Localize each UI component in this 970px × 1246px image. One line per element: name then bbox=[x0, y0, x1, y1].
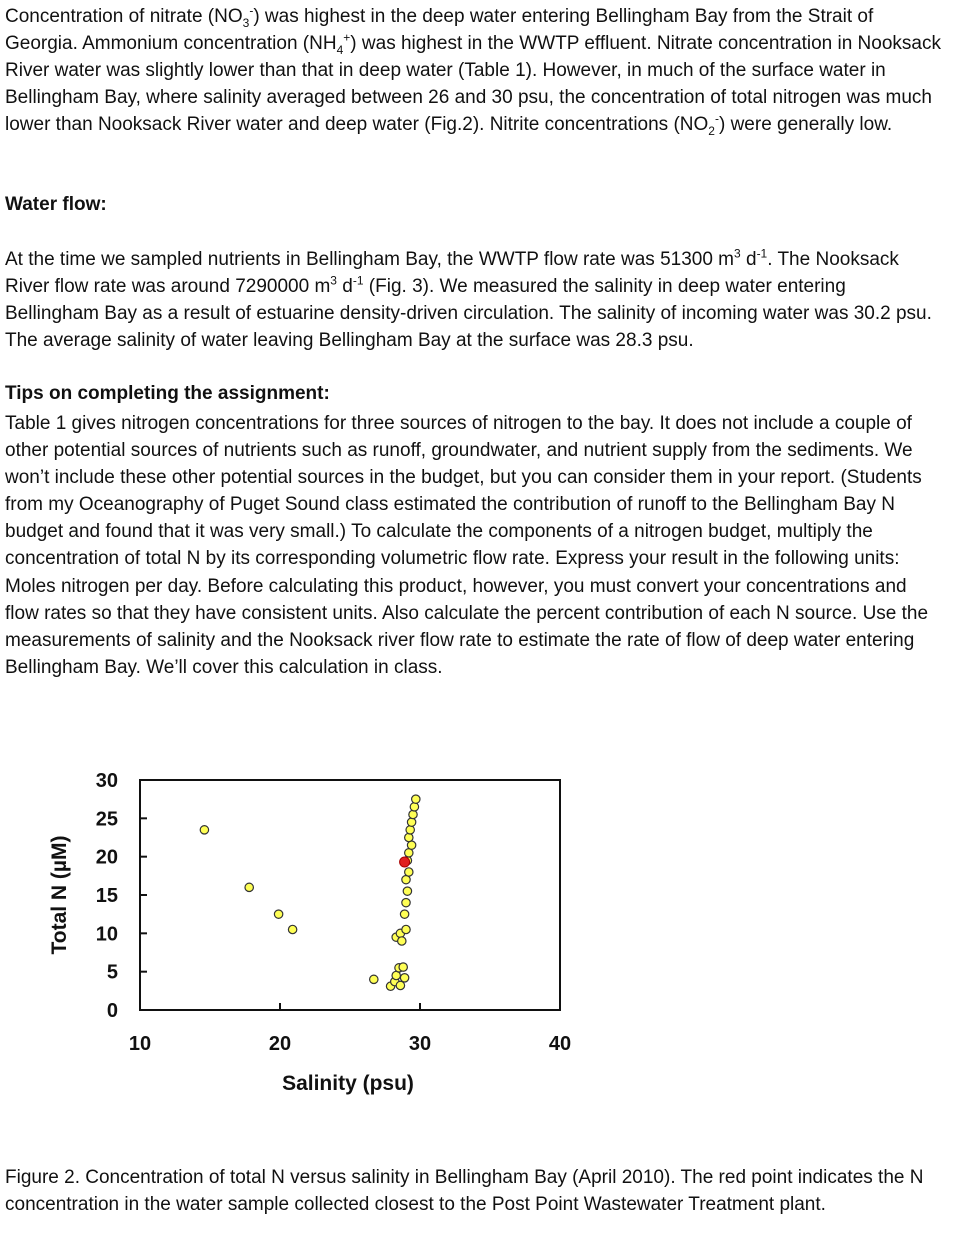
tips-heading: Tips on completing the assignment: bbox=[5, 383, 330, 404]
tips-paragraph: Table 1 gives nitrogen concentrations for three sources of nitrogen to the bay. It does not include a couple of other potential sources of nutrients such as runoff, groundwater, and nutrient supply from the sediments. We won’t include these other potential sources in the budget, but you can consider them in your report. (Students from my Oceanography of Puget Sound class estimated the contribution of runoff to the Bellingham Bay N budget and found that it was very small.) To calculate the components of a nitrogen budget, multiply the concentration of total N by its corresponding volumetric flow rate. Express your result in the following units: Moles nitrogen per day. Before calculating this product, however, you must convert your concentrations and flow rates so that they have consistent units. Also calculate the percent contribution of each N source. Use the measurements of salinity and the Nooksack river flow rate to estimate the rate of flow of deep water entering Bellingham Bay. We’ll cover this calculation in class. bbox=[5, 413, 929, 678]
subscript: 4 bbox=[336, 42, 344, 57]
salinity-scatter-chart bbox=[0, 750, 970, 1150]
x-tick-label: 20 bbox=[268, 1033, 292, 1055]
x-tick-label: 10 bbox=[128, 1033, 152, 1055]
y-tick-label: 5 bbox=[106, 961, 118, 984]
data-point bbox=[402, 898, 410, 906]
y-axis-label: Total N (µM) bbox=[48, 835, 71, 955]
y-tick-label: 25 bbox=[95, 808, 118, 831]
subscript: 3 bbox=[242, 15, 250, 30]
data-point bbox=[405, 833, 413, 841]
intro-text: ) was highest in the WWTP effluent. Nitrate concentration in Nooksack River water was slightly lower than that in deep water (Table 1). However, in much of the surface water in Bellingham Bay, where salinity averaged between 26 and 30 psu, the concentration of total nitrogen was much lower than Nooksack River water and deep water (Fig.2). Nitrite concentrations (NO bbox=[5, 33, 941, 136]
highlight-point bbox=[400, 857, 410, 867]
subscript: 2 bbox=[708, 124, 715, 139]
superscript: 3 bbox=[734, 246, 741, 261]
superscript: 3 bbox=[330, 273, 337, 288]
intro-text: ) were generally low. bbox=[718, 114, 893, 136]
superscript: - bbox=[249, 3, 254, 18]
y-tick-label: 10 bbox=[95, 923, 118, 946]
superscript: + bbox=[343, 30, 351, 45]
data-point bbox=[400, 974, 408, 982]
data-point bbox=[398, 937, 406, 945]
water-flow-text: . The Nooksack River flow rate was around 7290000 m bbox=[5, 249, 899, 298]
data-point bbox=[245, 883, 253, 891]
figure-caption: Figure 2. Concentration of total N versus salinity in Bellingham Bay (April 2010). The red point indicates the N concentration in the water sample collected closest to the Post Point Wastewater Treatment plant. bbox=[5, 1167, 924, 1216]
data-point bbox=[412, 795, 420, 803]
data-point bbox=[396, 981, 404, 989]
plot-frame bbox=[140, 780, 560, 1010]
x-tick-label: 40 bbox=[548, 1033, 572, 1055]
water-flow-paragraph bbox=[5, 246, 945, 354]
x-tick-label: 30 bbox=[408, 1033, 432, 1055]
water-flow-text: d bbox=[740, 249, 757, 270]
data-point bbox=[370, 975, 378, 983]
data-point bbox=[288, 925, 296, 933]
x-axis-label: Salinity (psu) bbox=[282, 1072, 414, 1095]
data-point bbox=[406, 826, 414, 834]
superscript: -1 bbox=[756, 246, 768, 261]
data-point bbox=[402, 925, 410, 933]
y-tick-label: 20 bbox=[95, 846, 118, 869]
water-flow-text: d bbox=[336, 276, 353, 298]
intro-text: ) was highest in the deep water entering Bellingham Bay from the Strait of Georgia. Ammonium concentration (NH bbox=[5, 6, 874, 55]
superscript: -1 bbox=[352, 273, 364, 288]
water-flow-text: At the time we sampled nutrients in Bellingham Bay, the WWTP flow rate was 51300 m bbox=[5, 249, 735, 270]
water-flow-text: (Fig. 3). We measured the salinity in deep water entering Bellingham Bay as a result of estuarine density-driven circulation. The salinity of incoming water was 30.2 psu. The average salinity of water leaving Bellingham Bay at the surface was 28.3 psu. bbox=[5, 276, 932, 352]
data-point bbox=[403, 887, 411, 895]
superscript: - bbox=[714, 112, 719, 127]
data-point bbox=[400, 910, 408, 918]
y-tick-label: 15 bbox=[95, 885, 118, 907]
data-point bbox=[274, 910, 282, 918]
data-point bbox=[407, 818, 415, 826]
y-tick-label: 0 bbox=[106, 1000, 118, 1022]
data-points bbox=[200, 795, 420, 990]
data-point bbox=[405, 868, 413, 876]
data-point bbox=[200, 826, 208, 834]
data-point bbox=[399, 963, 407, 971]
data-point bbox=[409, 810, 417, 818]
intro-paragraph bbox=[5, 3, 945, 138]
intro-text: Concentration of nitrate (NO bbox=[5, 6, 243, 27]
y-tick-label: 30 bbox=[95, 770, 118, 792]
data-point bbox=[410, 803, 418, 811]
water-flow-heading: Water flow: bbox=[5, 194, 107, 215]
